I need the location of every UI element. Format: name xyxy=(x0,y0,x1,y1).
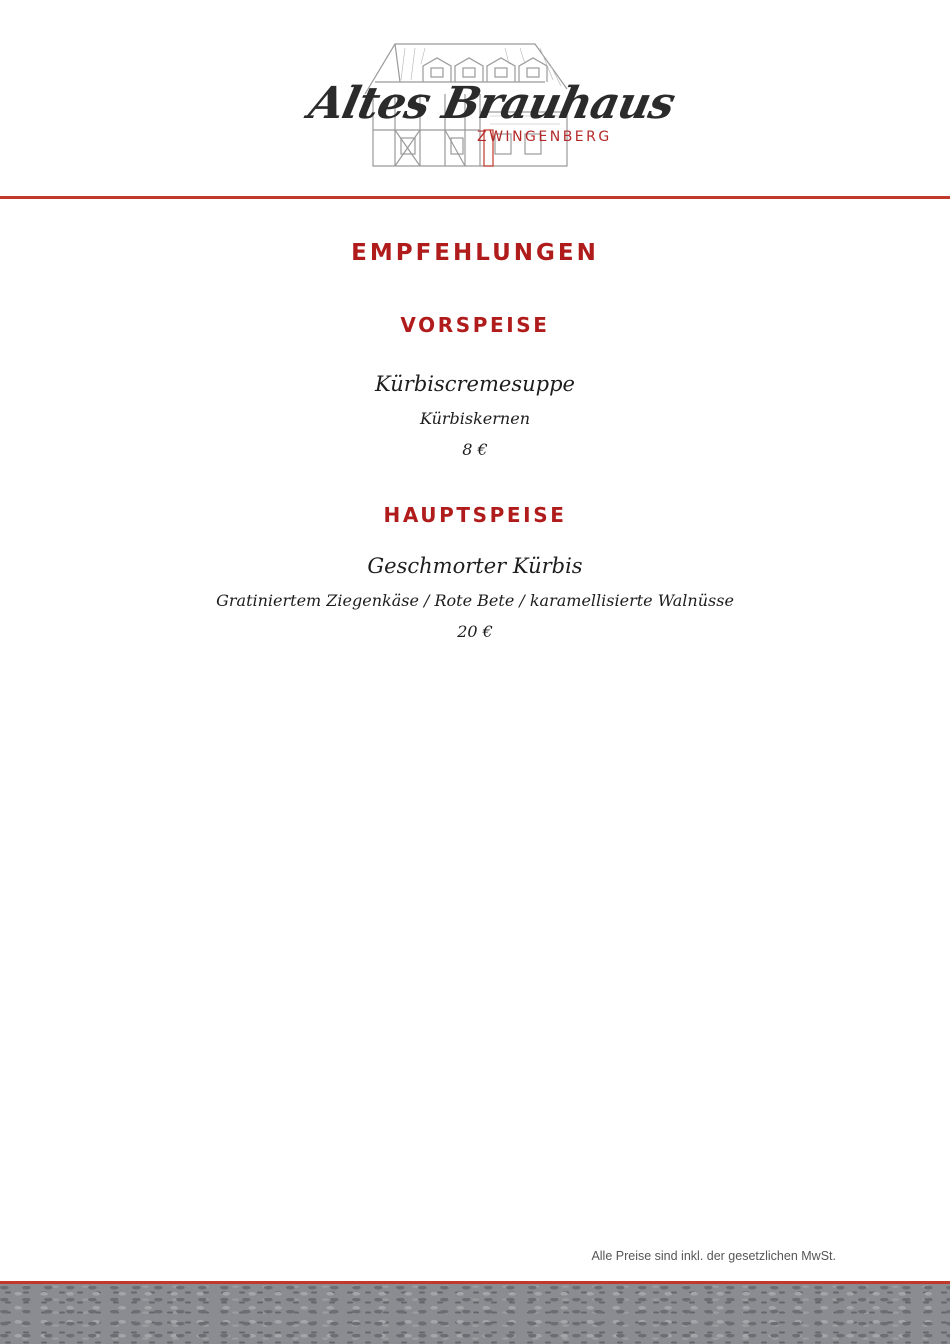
page-header xyxy=(0,0,950,196)
vat-footnote: Alle Preise sind inkl. der gesetzlichen MwSt. xyxy=(591,1249,836,1263)
dish-description: Kürbiskernen xyxy=(419,409,530,428)
dish-description-row xyxy=(0,590,950,612)
dish-price: 20 € xyxy=(457,622,493,641)
section-vorspeise xyxy=(0,312,950,338)
dish-name: Kürbiscremesuppe xyxy=(375,372,575,396)
header-divider xyxy=(0,196,950,199)
dish-price-row xyxy=(0,621,950,643)
dish-price-row xyxy=(0,439,950,461)
dish-name: Geschmorter Kürbis xyxy=(367,554,583,578)
dish-description-row xyxy=(0,408,950,430)
menu-content xyxy=(0,230,950,268)
brauhaus-logo xyxy=(304,34,679,174)
dish-description: Gratiniertem Ziegenkäse / Rote Bete / karamellisierte Walnüsse xyxy=(216,591,734,610)
section-hauptspeise xyxy=(0,502,950,528)
dish-price: 8 € xyxy=(462,440,488,459)
section-heading: VORSPEISE xyxy=(400,313,550,337)
dish-card xyxy=(0,552,950,580)
logo-location: ZWINGENBERG xyxy=(477,129,612,145)
logo-wordmark: Altes Brauhaus xyxy=(304,78,679,129)
section-heading: HAUPTSPEISE xyxy=(383,503,567,527)
page-title: EMPFEHLUNGEN xyxy=(351,240,599,266)
footer-texture xyxy=(0,1284,950,1344)
dish-card xyxy=(0,370,950,398)
